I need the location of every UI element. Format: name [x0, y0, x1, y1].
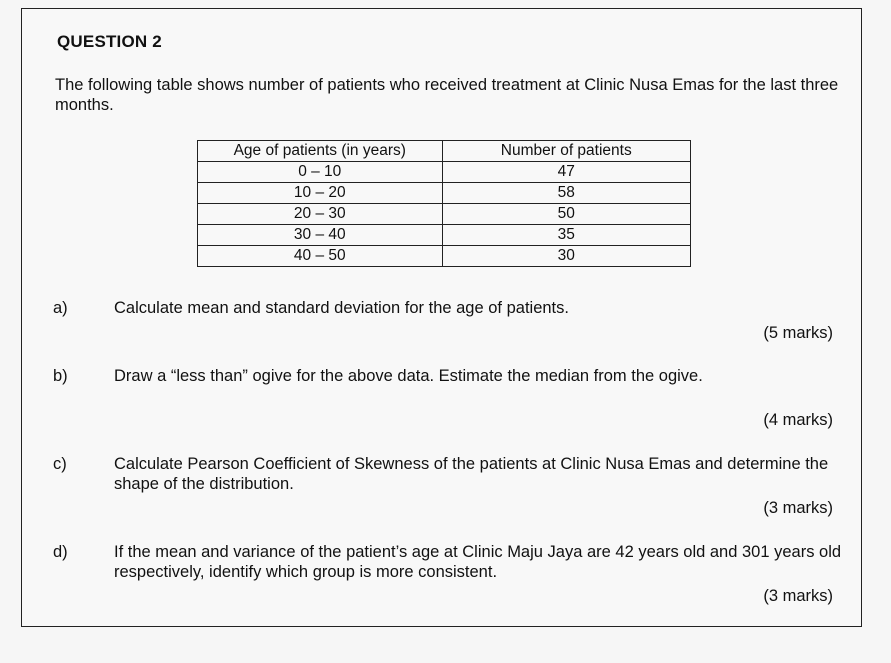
cell-age: 20 – 30: [198, 204, 443, 225]
part-d-text: If the mean and variance of the patient’s age at Clinic Maju Jaya are 42 years old and 301 years old respectively, identify which group is more consistent.: [114, 543, 842, 581]
cell-age: 40 – 50: [198, 246, 443, 267]
part-b-letter: b): [53, 367, 68, 385]
cell-count: 50: [442, 204, 691, 225]
part-b-text: Draw a “less than” ogive for the above data. Estimate the median from the ogive.: [114, 367, 703, 385]
part-b-marks: (4 marks): [763, 411, 833, 429]
table-row: [198, 225, 691, 246]
cell-count: 58: [442, 183, 691, 204]
header-age: Age of patients (in years): [198, 141, 443, 162]
part-a-marks: (5 marks): [763, 324, 833, 342]
table-row: [198, 246, 691, 267]
part-c-text: Calculate Pearson Coefficient of Skewness of the patients at Clinic Nusa Emas and determine the shape of the distribution.: [114, 455, 829, 493]
table-row: [198, 162, 691, 183]
table-row: [198, 204, 691, 225]
header-number: Number of patients: [442, 141, 691, 162]
patients-table: [197, 140, 691, 267]
part-d-letter: d): [53, 543, 68, 561]
table-row: [198, 183, 691, 204]
cell-count: 47: [442, 162, 691, 183]
part-c-marks: (3 marks): [763, 499, 833, 517]
part-a-letter: a): [53, 299, 68, 317]
part-c-letter: c): [53, 455, 67, 473]
cell-count: 30: [442, 246, 691, 267]
part-d-marks: (3 marks): [763, 587, 833, 605]
cell-age: 10 – 20: [198, 183, 443, 204]
question-intro: The following table shows number of patients who received treatment at Clinic Nusa Emas for the last three months.: [55, 76, 839, 114]
cell-count: 35: [442, 225, 691, 246]
part-a-text: Calculate mean and standard deviation for the age of patients.: [114, 299, 569, 317]
cell-age: 30 – 40: [198, 225, 443, 246]
question-page: [21, 8, 862, 627]
question-title: QUESTION 2: [57, 32, 162, 51]
cell-age: 0 – 10: [198, 162, 443, 183]
table-header-row: [198, 141, 691, 162]
